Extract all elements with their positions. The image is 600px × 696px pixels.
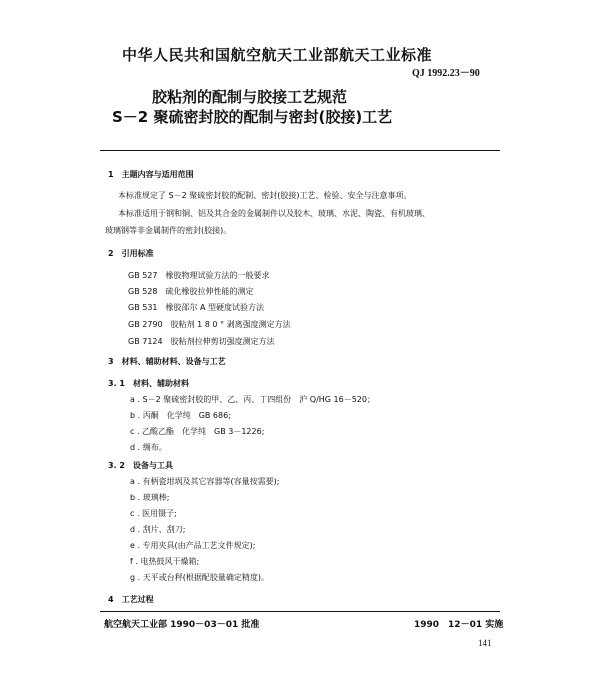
section-1-para-1: 本标准规定了 S－2 聚硫密封胶的配制、密封(胶接)工艺、检验、安全与注意事项。: [118, 191, 412, 200]
reference-item: GB 2790 胶粘剂 1 8 0 ° 剥离强度测定方法: [128, 320, 291, 329]
material-item: a . S－2 聚硫密封胶的甲、乙、丙、丁四组份 沪 Q/HG 16－520；: [130, 395, 375, 404]
reference-item: GB 531 橡胶邵尔 A 型硬度试验方法: [128, 303, 265, 312]
reference-item: GB 7124 胶粘剂拉伸剪切强度测定方法: [128, 337, 275, 346]
reference-item: GB 528 硫化橡胶拉伸性能的测定: [128, 287, 254, 296]
equipment-item: f . 电热鼓风干燥箱;: [130, 557, 200, 566]
section-1-heading: 1 主题内容与适用范围: [108, 170, 194, 179]
equipment-item: c . 医用镊子;: [130, 509, 177, 518]
material-item: c . 乙酸乙酯 化学纯 GB 3－1226;: [130, 427, 265, 436]
standard-code: QJ 1992.23－90: [412, 68, 480, 79]
equipment-item: d . 刮片、刮刀;: [130, 525, 186, 534]
effective-date: 1990 12－01 实施: [414, 620, 504, 630]
equipment-item: a . 有柄瓷坩埚及其它容器等(容量按需要);: [130, 477, 280, 486]
material-item: b . 丙酮 化学纯 GB 686;: [130, 411, 231, 420]
section-3-1-heading: 3. 1 材料、辅助材料: [108, 379, 189, 388]
page-number: 141: [478, 638, 492, 648]
equipment-item: g . 天平或台秤(根据配胶量确定精度)。: [130, 573, 269, 582]
material-item: d . 绸布。: [130, 443, 167, 452]
footer-divider: [100, 611, 500, 612]
equipment-item: b . 玻璃棒;: [130, 493, 170, 502]
document-title-line2: S－2 聚硫密封胶的配制与密封(胶接)工艺: [112, 108, 393, 126]
section-4-heading: 4 工艺过程: [108, 595, 154, 604]
document-title-line1: 胶粘剂的配制与胶接工艺规范: [152, 88, 348, 106]
reference-item: GB 527 橡胶物理试验方法的一般要求: [128, 271, 270, 280]
section-3-heading: 3 材料、辅助材料、设备与工艺: [108, 357, 226, 366]
section-2-heading: 2 引用标准: [108, 249, 154, 258]
organization-title: 中华人民共和国航空航天工业部航天工业标准: [122, 46, 433, 64]
section-3-2-heading: 3. 2 设备与工具: [108, 461, 173, 470]
approval-date: 航空航天工业部 1990－03－01 批准: [104, 620, 260, 630]
section-1-para-2-line-1: 本标准适用于钢和铜、铝及其合金的金属制件以及胶木、玻璃、水泥、陶瓷、有机玻璃、: [118, 209, 430, 218]
header-divider: [100, 150, 500, 151]
equipment-item: e . 专用夹具(由产品工艺文件规定);: [130, 541, 256, 550]
section-1-para-2-line-2: 玻璃钢等非金属制件的密封(胶接)。: [105, 226, 232, 235]
